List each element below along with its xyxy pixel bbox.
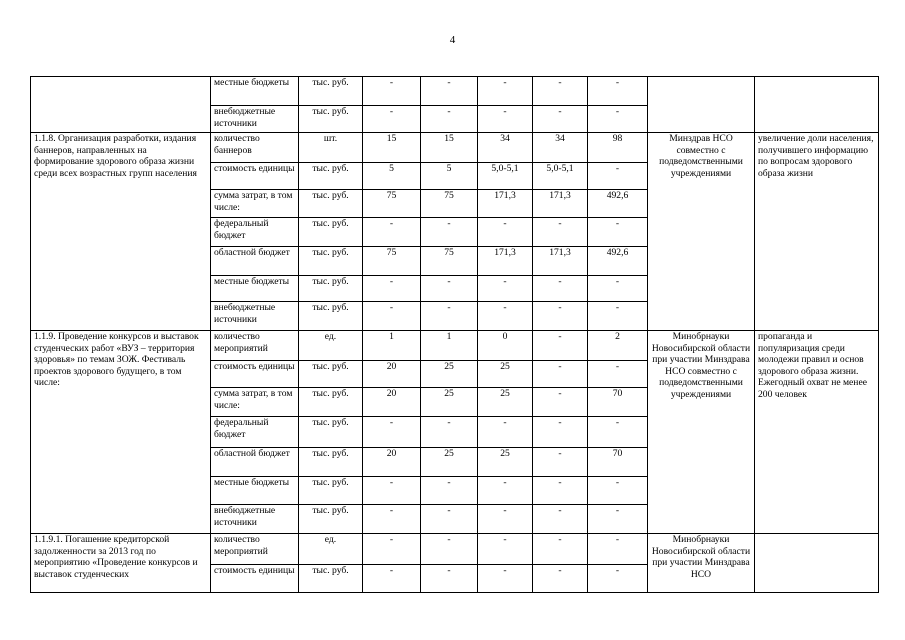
indicator-cell: стоимость единицы	[211, 565, 299, 593]
expected-result-cell: увеличение доли населения, получившего информацию по вопросам здорового образа жизни	[755, 133, 879, 331]
value-cell: 492,6	[588, 247, 648, 276]
indicator-cell: стоимость единицы	[211, 163, 299, 190]
unit-cell: тыс. руб.	[299, 106, 363, 133]
value-cell: -	[533, 218, 588, 247]
value-cell: -	[421, 276, 478, 302]
unit-cell: тыс. руб.	[299, 302, 363, 331]
value-cell: -	[478, 106, 533, 133]
value-cell: -	[478, 77, 533, 106]
executor-cell: Минздрав НСО совместно с подведомственными учреждениями	[648, 133, 755, 331]
value-cell: -	[478, 302, 533, 331]
value-cell: 20	[363, 388, 421, 417]
value-cell: -	[588, 106, 648, 133]
value-cell: -	[421, 302, 478, 331]
value-cell: -	[421, 417, 478, 448]
value-cell: 171,3	[478, 247, 533, 276]
value-cell: -	[421, 534, 478, 565]
value-cell: 25	[421, 388, 478, 417]
indicator-cell: количество мероприятий	[211, 331, 299, 361]
value-cell: -	[421, 218, 478, 247]
value-cell: -	[533, 417, 588, 448]
indicator-cell: федеральный бюджет	[211, 417, 299, 448]
activity-name-cell	[31, 77, 211, 133]
value-cell: -	[588, 565, 648, 593]
value-cell: -	[588, 163, 648, 190]
value-cell: -	[478, 276, 533, 302]
table-body	[31, 77, 879, 593]
value-cell: -	[363, 417, 421, 448]
activity-name-cell: 1.1.8. Организация разработки, издания баннеров, направленных на формирование здорового образа жизни среди всех возрастных групп населения	[31, 133, 211, 331]
value-cell: 492,6	[588, 190, 648, 218]
indicator-cell: федеральный бюджет	[211, 218, 299, 247]
value-cell: -	[533, 477, 588, 505]
value-cell: -	[478, 565, 533, 593]
indicator-cell: внебюджетные источники	[211, 302, 299, 331]
value-cell: 20	[363, 361, 421, 388]
indicator-cell: областной бюджет	[211, 247, 299, 276]
table-row	[31, 77, 879, 106]
unit-cell: тыс. руб.	[299, 448, 363, 477]
value-cell: -	[533, 388, 588, 417]
value-cell: 25	[478, 388, 533, 417]
value-cell: 0	[478, 331, 533, 361]
value-cell: -	[533, 448, 588, 477]
unit-cell: тыс. руб.	[299, 565, 363, 593]
unit-cell: тыс. руб.	[299, 361, 363, 388]
value-cell: -	[363, 302, 421, 331]
indicator-cell: местные бюджеты	[211, 77, 299, 106]
value-cell: -	[588, 505, 648, 534]
table-row	[31, 534, 879, 565]
value-cell: -	[363, 505, 421, 534]
value-cell: -	[421, 565, 478, 593]
value-cell: 25	[421, 361, 478, 388]
table-row	[31, 331, 879, 361]
value-cell: 1	[363, 331, 421, 361]
value-cell: 70	[588, 388, 648, 417]
indicator-cell: количество баннеров	[211, 133, 299, 163]
indicator-cell: внебюджетные источники	[211, 106, 299, 133]
indicator-cell: областной бюджет	[211, 448, 299, 477]
value-cell: -	[478, 417, 533, 448]
unit-cell: тыс. руб.	[299, 163, 363, 190]
unit-cell: ед.	[299, 534, 363, 565]
unit-cell: тыс. руб.	[299, 505, 363, 534]
executor-cell	[648, 77, 755, 133]
value-cell: 5	[363, 163, 421, 190]
indicator-cell: сумма затрат, в том числе:	[211, 190, 299, 218]
unit-cell: шт.	[299, 133, 363, 163]
value-cell: -	[588, 477, 648, 505]
value-cell: 5	[421, 163, 478, 190]
value-cell: -	[363, 77, 421, 106]
value-cell: 34	[533, 133, 588, 163]
value-cell: -	[533, 505, 588, 534]
unit-cell: тыс. руб.	[299, 477, 363, 505]
value-cell: 1	[421, 331, 478, 361]
value-cell: -	[588, 417, 648, 448]
value-cell: 15	[421, 133, 478, 163]
value-cell: 34	[478, 133, 533, 163]
value-cell: 98	[588, 133, 648, 163]
value-cell: -	[421, 477, 478, 505]
value-cell: -	[478, 505, 533, 534]
value-cell: 15	[363, 133, 421, 163]
value-cell: -	[533, 361, 588, 388]
indicator-cell: местные бюджеты	[211, 477, 299, 505]
value-cell: -	[533, 77, 588, 106]
value-cell: -	[533, 565, 588, 593]
unit-cell: ед.	[299, 331, 363, 361]
value-cell: -	[533, 302, 588, 331]
value-cell: -	[363, 218, 421, 247]
value-cell: -	[588, 361, 648, 388]
value-cell: -	[533, 534, 588, 565]
value-cell: 171,3	[533, 247, 588, 276]
value-cell: -	[588, 276, 648, 302]
indicator-cell: количество мероприятий	[211, 534, 299, 565]
value-cell: -	[363, 534, 421, 565]
value-cell: 171,3	[533, 190, 588, 218]
activity-name-cell: 1.1.9. Проведение конкурсов и выставок студенческих работ «ВУЗ – территория здоровья» по темам ЗОЖ. Фестиваль проектов здорового будущего, в том числе:	[31, 331, 211, 534]
value-cell: -	[363, 276, 421, 302]
value-cell: 171,3	[478, 190, 533, 218]
value-cell: 75	[363, 190, 421, 218]
value-cell: -	[533, 106, 588, 133]
indicator-cell: сумма затрат, в том числе:	[211, 388, 299, 417]
value-cell: 70	[588, 448, 648, 477]
value-cell: 75	[421, 247, 478, 276]
expected-result-cell	[755, 77, 879, 133]
expected-result-cell: пропаганда и популяризация среди молодежи правил и основ здорового образа жизни. Ежегодный охват не менее 200 человек	[755, 331, 879, 534]
value-cell: -	[363, 106, 421, 133]
value-cell: 2	[588, 331, 648, 361]
unit-cell: тыс. руб.	[299, 276, 363, 302]
value-cell: 25	[478, 361, 533, 388]
unit-cell: тыс. руб.	[299, 388, 363, 417]
value-cell: -	[533, 331, 588, 361]
expected-result-cell	[755, 534, 879, 593]
value-cell: -	[478, 477, 533, 505]
value-cell: -	[588, 77, 648, 106]
executor-cell: Минобрнауки Новосибирской области при участии Минздрава НСО совместно с подведомственными учреждениями	[648, 331, 755, 534]
indicator-cell: внебюджетные источники	[211, 505, 299, 534]
value-cell: 75	[363, 247, 421, 276]
unit-cell: тыс. руб.	[299, 247, 363, 276]
unit-cell: тыс. руб.	[299, 190, 363, 218]
value-cell: -	[588, 302, 648, 331]
indicator-cell: стоимость единицы	[211, 361, 299, 388]
value-cell: -	[478, 218, 533, 247]
value-cell: -	[421, 106, 478, 133]
unit-cell: тыс. руб.	[299, 77, 363, 106]
value-cell: 25	[421, 448, 478, 477]
unit-cell: тыс. руб.	[299, 417, 363, 448]
value-cell: 25	[478, 448, 533, 477]
table-row	[31, 133, 879, 163]
value-cell: 5,0-5,1	[478, 163, 533, 190]
value-cell: -	[421, 505, 478, 534]
value-cell: -	[588, 218, 648, 247]
value-cell: 20	[363, 448, 421, 477]
unit-cell: тыс. руб.	[299, 218, 363, 247]
activity-name-cell: 1.1.9.1. Погашение кредиторской задолженности за 2013 год по мероприятию «Проведение конкурсов и выставок студенческих	[31, 534, 211, 593]
executor-cell: Минобрнауки Новосибирской области при участии Минздрава НСО	[648, 534, 755, 593]
value-cell: -	[478, 534, 533, 565]
value-cell: -	[363, 565, 421, 593]
value-cell: 75	[421, 190, 478, 218]
value-cell: -	[421, 77, 478, 106]
indicator-cell: местные бюджеты	[211, 276, 299, 302]
value-cell: 5,0-5,1	[533, 163, 588, 190]
page-number: 4	[449, 34, 456, 46]
value-cell: -	[533, 276, 588, 302]
value-cell: -	[588, 534, 648, 565]
program-activities-table	[30, 76, 879, 593]
value-cell: -	[363, 477, 421, 505]
